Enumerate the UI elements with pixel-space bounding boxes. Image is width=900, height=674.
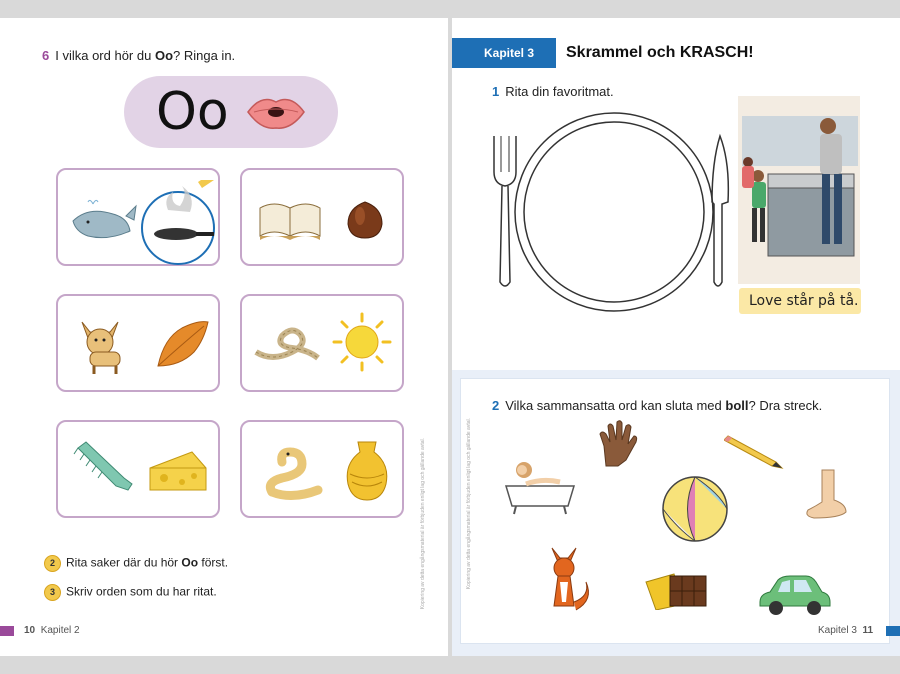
car-icon[interactable] — [756, 572, 832, 618]
chapter-tab-label: Kapitel 3 — [484, 46, 535, 60]
knife-icon — [708, 132, 732, 292]
picture-card-6[interactable] — [240, 420, 404, 518]
copyright-note: Kopiering av detta engångsmaterial är förbjuden enligt lag och gällande avtal. — [466, 418, 472, 590]
foot-icon[interactable] — [800, 466, 850, 522]
cafeteria-illustration — [738, 96, 860, 284]
rope-icon — [252, 322, 322, 366]
question-text-bold: Oo — [154, 48, 174, 63]
chapter-title: Skrammel och KRASCH! — [566, 44, 754, 61]
leaf-icon — [154, 318, 210, 370]
task-text: Skriv orden som du har ritat. — [66, 584, 217, 599]
question-number: 6 — [42, 48, 50, 63]
footer-label: Kapitel 2 — [40, 625, 80, 636]
task-badge: 3 — [44, 584, 61, 601]
right-page — [452, 18, 900, 656]
cheese-icon — [148, 448, 208, 494]
plate-icon — [512, 110, 716, 314]
hand-icon[interactable] — [598, 420, 638, 468]
question-text-bold: boll — [725, 398, 749, 413]
page-number: 10 — [24, 625, 36, 636]
task-2 — [44, 555, 228, 572]
picture-card-1[interactable] — [56, 168, 220, 266]
task-3 — [44, 584, 217, 601]
picture-card-3[interactable] — [56, 294, 220, 392]
question-text-post: ? Dra streck. — [748, 398, 823, 413]
question-text-post: ? Ringa in. — [173, 48, 236, 63]
page-footer-right — [818, 625, 873, 636]
lynx-icon — [72, 312, 136, 376]
copyright-note: Kopiering av detta engångsmaterial är förbjuden enligt lag och gällande avtal. — [420, 438, 426, 610]
question-number: 1 — [492, 84, 500, 99]
question-6-title — [42, 48, 235, 63]
pencil-icon[interactable] — [724, 430, 788, 470]
fox-icon[interactable] — [540, 546, 596, 614]
whale-icon — [68, 196, 138, 246]
question-number: 2 — [492, 398, 500, 413]
picture-card-5[interactable] — [56, 420, 220, 518]
lips-icon — [246, 92, 306, 132]
task-text: Rita saker där du hör — [66, 555, 182, 570]
picture-card-2[interactable] — [240, 168, 404, 266]
comb-icon — [72, 440, 136, 500]
question-text: Rita din favoritmat. — [505, 84, 614, 99]
question-text: Vilka sammansatta ord kan sluta med — [505, 398, 726, 413]
caption-text: Love står på tå. — [749, 293, 859, 309]
vase-icon — [342, 438, 392, 504]
task-text-post: först. — [198, 555, 229, 570]
beach-ball-icon[interactable] — [660, 474, 730, 544]
bathtub-icon[interactable] — [502, 456, 578, 518]
question-1-title — [492, 84, 614, 99]
chapter-tab — [452, 38, 556, 68]
page-tab-left — [0, 626, 14, 636]
page-tab-right — [886, 626, 900, 636]
book-icon — [256, 196, 324, 242]
task-text-bold: Oo — [181, 555, 199, 570]
letter-display: Oo — [156, 82, 229, 142]
page-number: 11 — [862, 625, 874, 636]
chocolate-icon[interactable] — [644, 570, 712, 610]
question-text: I vilka ord hör du — [55, 48, 155, 63]
page-footer-left — [24, 625, 80, 636]
frying-pan-icon — [138, 180, 218, 266]
chestnut-icon — [342, 198, 388, 242]
left-page — [0, 18, 448, 656]
sun-icon — [330, 310, 394, 374]
picture-card-4[interactable] — [240, 294, 404, 392]
footer-label: Kapitel 3 — [818, 625, 857, 636]
question-2-title — [492, 398, 822, 413]
letter-pill — [124, 76, 338, 148]
snake-icon — [262, 442, 324, 502]
caption-box — [739, 288, 861, 314]
task-badge: 2 — [44, 555, 61, 572]
